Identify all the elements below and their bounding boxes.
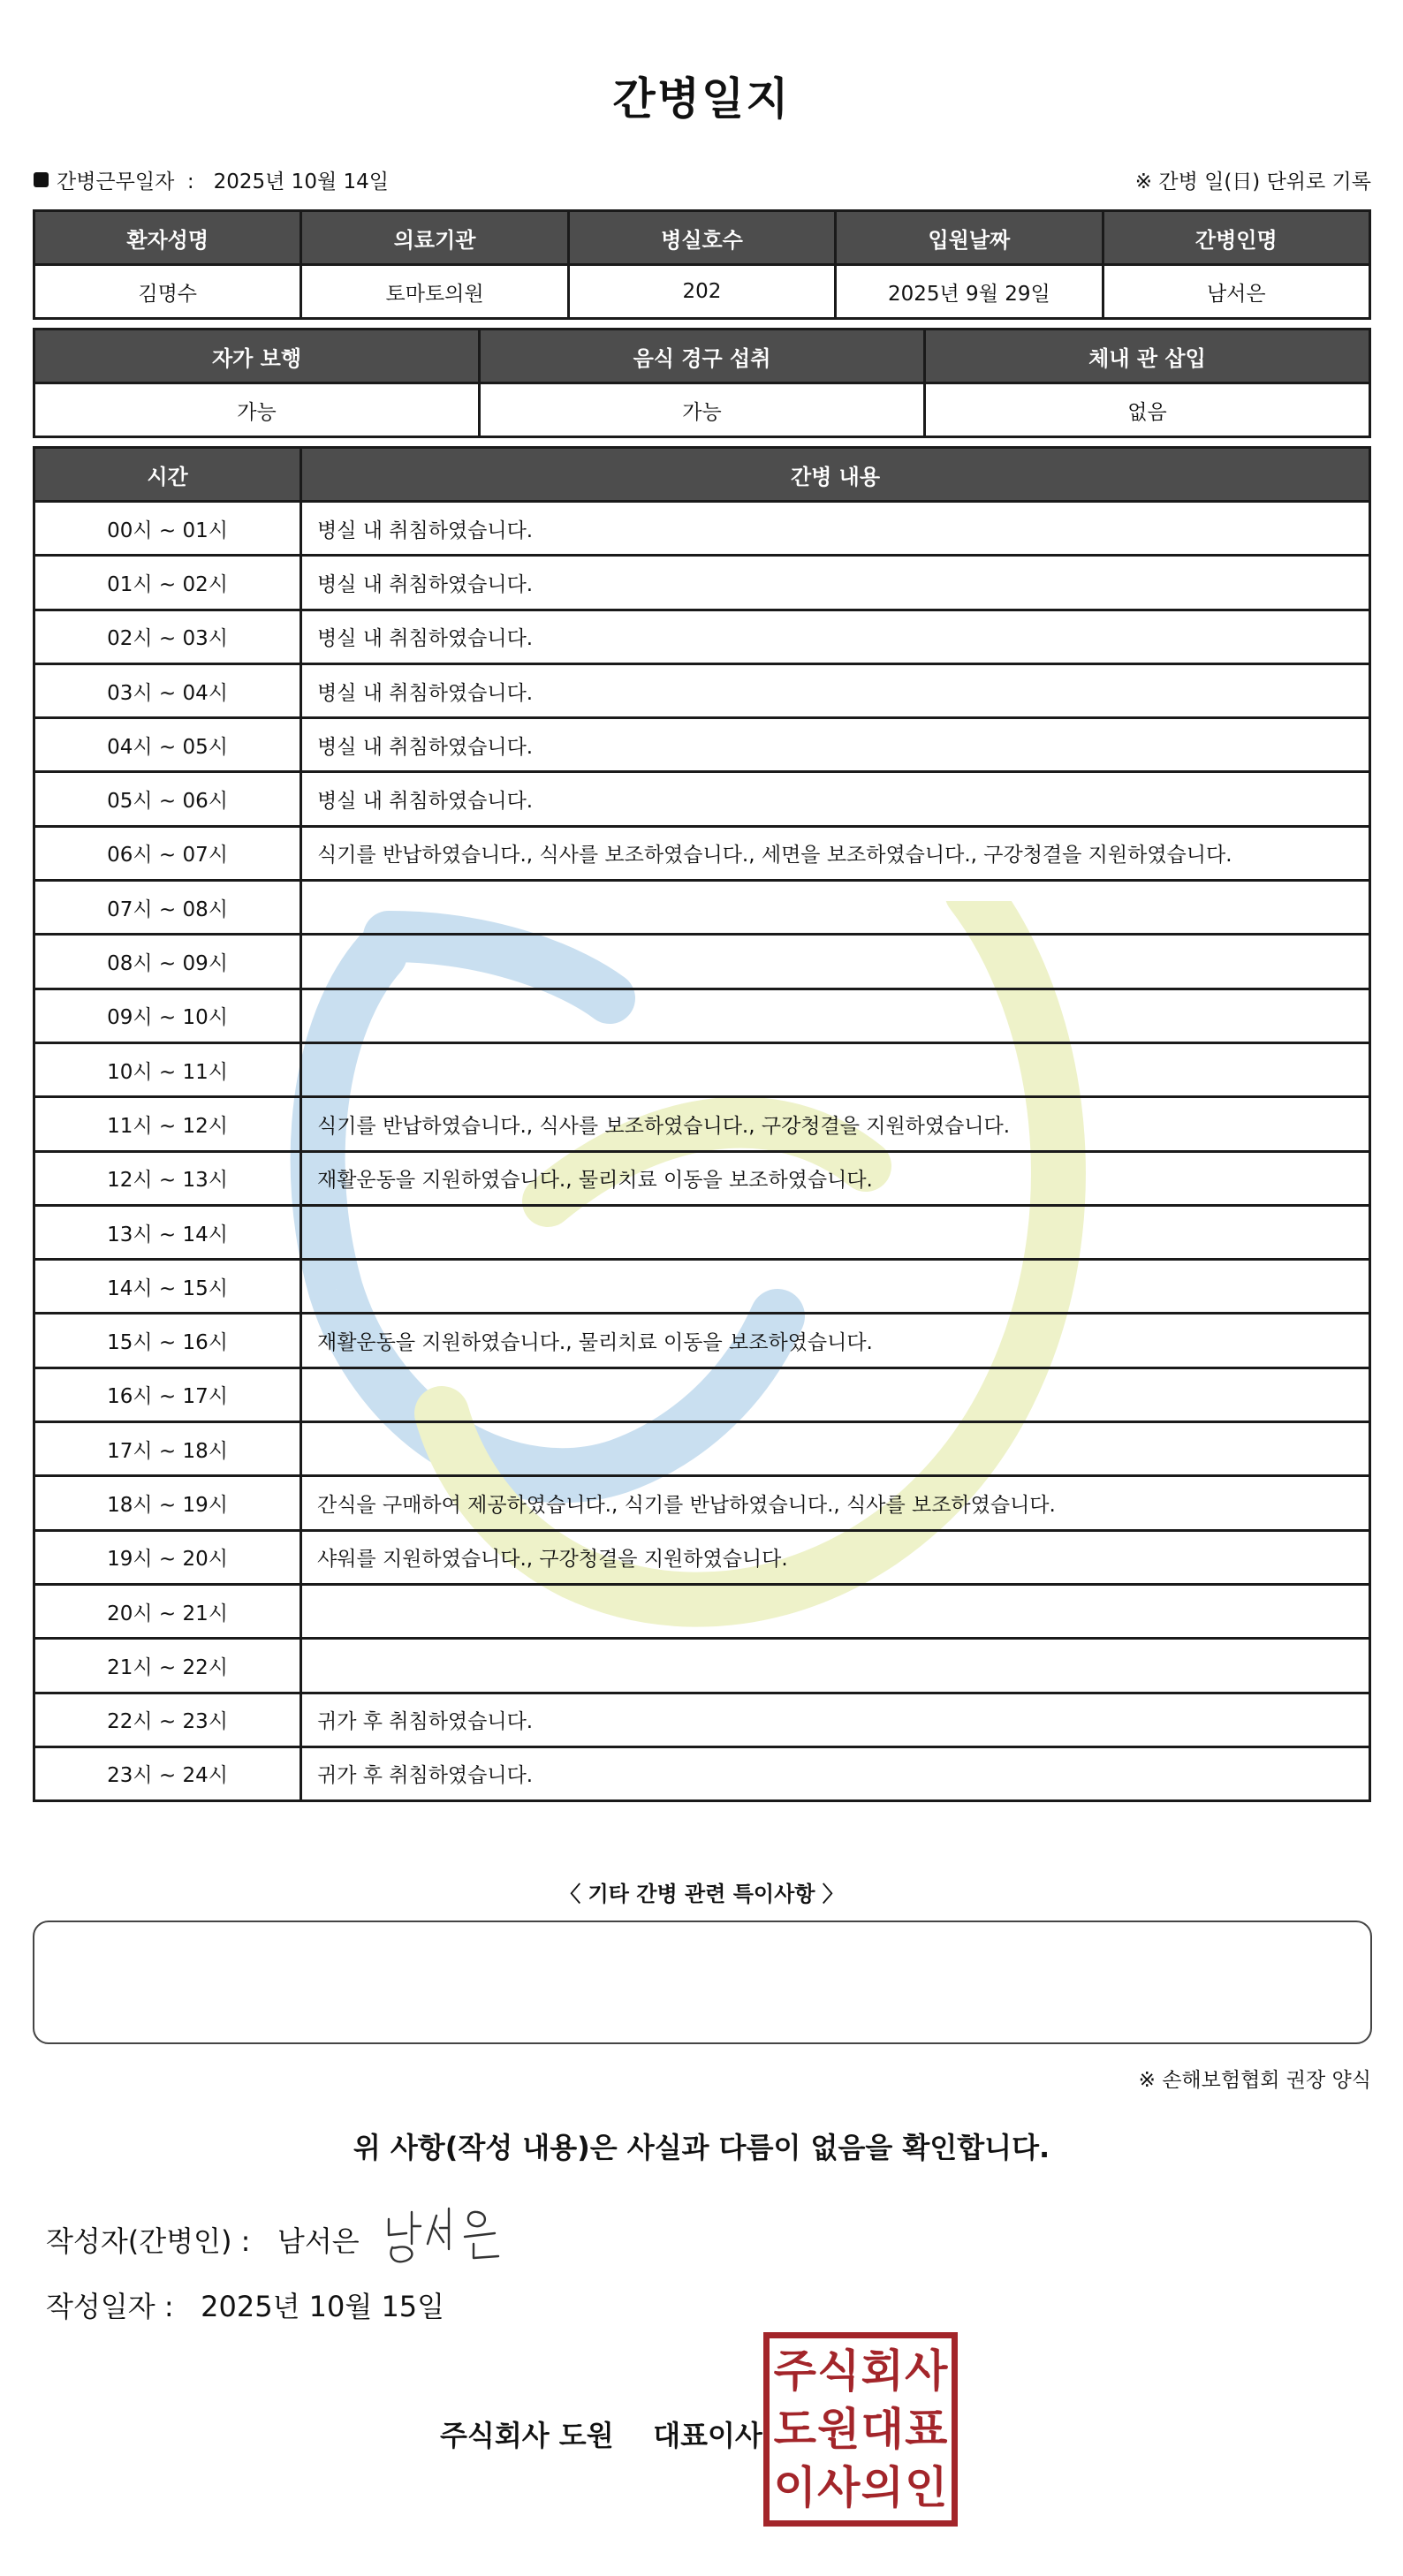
- remarks-box[interactable]: [33, 1921, 1372, 2044]
- care-log-header-row: [34, 448, 1370, 502]
- stamp-char: 인: [905, 2462, 948, 2513]
- log-time: 01시 ~ 02시: [34, 556, 301, 610]
- writer-line: [46, 2219, 360, 2260]
- log-time: 07시 ~ 08시: [34, 881, 301, 935]
- header-time: 시간: [34, 448, 301, 502]
- log-row: [34, 1639, 1370, 1693]
- stamp-char: 사: [817, 2462, 861, 2513]
- log-content: 재활운동을 지원하였습니다., 물리치료 이동을 보조하였습니다.: [301, 1151, 1370, 1205]
- patient-status-table: [33, 328, 1371, 438]
- log-row: [34, 1260, 1370, 1314]
- log-content: 간식을 구매하여 제공하였습니다., 식기를 반납하였습니다., 식사를 보조하였습니다.: [301, 1476, 1370, 1530]
- log-content: [301, 1368, 1370, 1421]
- log-row: [34, 1097, 1370, 1151]
- meta-row: [34, 165, 1371, 197]
- tube-insertion-value: 없음: [925, 383, 1370, 437]
- log-content: 식기를 반납하였습니다., 식사를 보조하였습니다., 구강청결을 지원하였습니다.: [301, 1097, 1370, 1151]
- log-content: 병실 내 취침하였습니다.: [301, 556, 1370, 610]
- work-date-value: 2025년 10월 14일: [213, 170, 389, 193]
- log-row: [34, 1205, 1370, 1259]
- room-number: 202: [568, 265, 835, 319]
- log-time: 03시 ~ 04시: [34, 663, 301, 717]
- stamp-char: 표: [905, 2404, 948, 2455]
- stamp-characters: [773, 2342, 948, 2517]
- log-content: [301, 1639, 1370, 1693]
- log-time: 21시 ~ 22시: [34, 1639, 301, 1693]
- log-content: [301, 1422, 1370, 1476]
- patient-status-value-row: [34, 383, 1370, 437]
- log-row: [34, 718, 1370, 772]
- log-content: 병실 내 취침하였습니다.: [301, 772, 1370, 826]
- header-room: 병실호수: [568, 211, 835, 265]
- patient-info-table: [33, 209, 1371, 320]
- log-time: 02시 ~ 03시: [34, 610, 301, 663]
- log-time: 19시 ~ 20시: [34, 1530, 301, 1584]
- confirmation-statement: 위 사항(작성 내용)은 사실과 다름이 없음을 확인합니다.: [353, 2131, 1050, 2164]
- stamp-char: 회: [861, 2345, 904, 2397]
- header-self-walking: 자가 보행: [34, 330, 480, 383]
- log-time: 10시 ~ 11시: [34, 1042, 301, 1096]
- log-row: [34, 1746, 1370, 1800]
- admission-date: 2025년 9월 29일: [836, 265, 1103, 319]
- stamp-char: 식: [817, 2345, 861, 2397]
- square-bullet-icon: [34, 172, 49, 187]
- log-row: [34, 772, 1370, 826]
- log-content: 식기를 반납하였습니다., 식사를 보조하였습니다., 세면을 보조하였습니다., 구강청결을 지원하였습니다.: [301, 826, 1370, 880]
- log-row: [34, 663, 1370, 717]
- patient-info-header-row: [34, 211, 1370, 265]
- unit-note: ※ 간병 일(日) 단위로 기록: [1134, 170, 1371, 193]
- log-row: [34, 826, 1370, 880]
- stamp-char: 사: [905, 2345, 948, 2397]
- log-content: 병실 내 취침하였습니다.: [301, 502, 1370, 556]
- company-seal-stamp: [763, 2332, 958, 2527]
- log-time: 16시 ~ 17시: [34, 1368, 301, 1421]
- log-row: [34, 1368, 1370, 1421]
- log-row: [34, 935, 1370, 989]
- log-time: 13시 ~ 14시: [34, 1205, 301, 1259]
- log-time: 22시 ~ 23시: [34, 1693, 301, 1746]
- handwritten-signature: [382, 2193, 523, 2272]
- work-date: 간병근무일자 : 2025년 10월 14일: [57, 170, 389, 193]
- header-tube-insertion: 체내 관 삽입: [925, 330, 1370, 383]
- ceo-title: 대표이사: [653, 2419, 762, 2452]
- header-hospital: 의료기관: [301, 211, 568, 265]
- stamp-char: 도: [773, 2404, 816, 2455]
- log-time: 20시 ~ 21시: [34, 1584, 301, 1638]
- log-content: [301, 881, 1370, 935]
- log-time: 15시 ~ 16시: [34, 1314, 301, 1368]
- log-content: 귀가 후 취침하였습니다.: [301, 1693, 1370, 1746]
- care-log-body: [34, 502, 1370, 1801]
- log-time: 23시 ~ 24시: [34, 1746, 301, 1800]
- log-row: [34, 989, 1370, 1042]
- log-row: [34, 610, 1370, 663]
- written-date-line: [46, 2284, 444, 2325]
- company-line: [440, 2413, 762, 2454]
- standard-form-note: ※ 손해보험협회 권장 양식: [1138, 2069, 1371, 2092]
- self-walking-value: 가능: [34, 383, 480, 437]
- header-care-content: 간병 내용: [301, 448, 1370, 502]
- company-name: 주식회사 도원: [440, 2419, 614, 2452]
- log-row: [34, 1151, 1370, 1205]
- log-time: 12시 ~ 13시: [34, 1151, 301, 1205]
- log-content: [301, 989, 1370, 1042]
- log-time: 04시 ~ 05시: [34, 718, 301, 772]
- log-content: 귀가 후 취침하였습니다.: [301, 1746, 1370, 1800]
- log-time: 00시 ~ 01시: [34, 502, 301, 556]
- oral-intake-value: 가능: [480, 383, 925, 437]
- log-content: [301, 935, 1370, 989]
- stamp-char: 의: [861, 2462, 904, 2513]
- log-content: 병실 내 취침하였습니다.: [301, 663, 1370, 717]
- patient-info-value-row: [34, 265, 1370, 319]
- patient-name: 김명수: [34, 265, 301, 319]
- page-title: 간병일지: [612, 73, 791, 125]
- stamp-char: 주: [773, 2345, 816, 2397]
- log-row: [34, 1693, 1370, 1746]
- hospital-name: 토마토의원: [301, 265, 568, 319]
- header-oral-intake: 음식 경구 섭취: [480, 330, 925, 383]
- written-date-value: 2025년 10월 15일: [201, 2290, 445, 2323]
- log-row: [34, 556, 1370, 610]
- stamp-char: 대: [861, 2404, 904, 2455]
- writer-name: 남서은: [277, 2224, 360, 2258]
- log-row: [34, 1042, 1370, 1096]
- log-time: 17시 ~ 18시: [34, 1422, 301, 1476]
- remarks-title: 〈 기타 간병 관련 특이사항 〉: [559, 1882, 844, 1906]
- log-time: 14시 ~ 15시: [34, 1260, 301, 1314]
- log-row: [34, 1476, 1370, 1530]
- log-time: 08시 ~ 09시: [34, 935, 301, 989]
- care-log-table: [33, 446, 1371, 1802]
- written-date-label: 작성일자 :: [46, 2290, 174, 2323]
- log-content: [301, 1042, 1370, 1096]
- log-row: [34, 1422, 1370, 1476]
- log-content: 병실 내 취침하였습니다.: [301, 718, 1370, 772]
- log-content: 병실 내 취침하였습니다.: [301, 610, 1370, 663]
- stamp-char: 원: [817, 2404, 861, 2455]
- log-time: 06시 ~ 07시: [34, 826, 301, 880]
- log-content: 재활운동을 지원하였습니다., 물리치료 이동을 보조하였습니다.: [301, 1314, 1370, 1368]
- log-time: 11시 ~ 12시: [34, 1097, 301, 1151]
- log-time: 18시 ~ 19시: [34, 1476, 301, 1530]
- header-caregiver-name: 간병인명: [1103, 211, 1369, 265]
- log-time: 05시 ~ 06시: [34, 772, 301, 826]
- log-row: [34, 1314, 1370, 1368]
- log-time: 09시 ~ 10시: [34, 989, 301, 1042]
- header-patient-name: 환자성명: [34, 211, 301, 265]
- log-content: [301, 1260, 1370, 1314]
- caregiver-name: 남서은: [1103, 265, 1369, 319]
- log-row: [34, 1530, 1370, 1584]
- log-content: 샤워를 지원하였습니다., 구강청결을 지원하였습니다.: [301, 1530, 1370, 1584]
- log-content: [301, 1584, 1370, 1638]
- log-row: [34, 1584, 1370, 1638]
- patient-status-header-row: [34, 330, 1370, 383]
- log-content: [301, 1205, 1370, 1259]
- work-date-label: 간병근무일자: [57, 170, 175, 193]
- log-row: [34, 881, 1370, 935]
- log-row: [34, 502, 1370, 556]
- writer-label: 작성자(간병인) :: [46, 2224, 251, 2258]
- stamp-char: 이: [773, 2462, 816, 2513]
- header-admission-date: 입원날짜: [836, 211, 1103, 265]
